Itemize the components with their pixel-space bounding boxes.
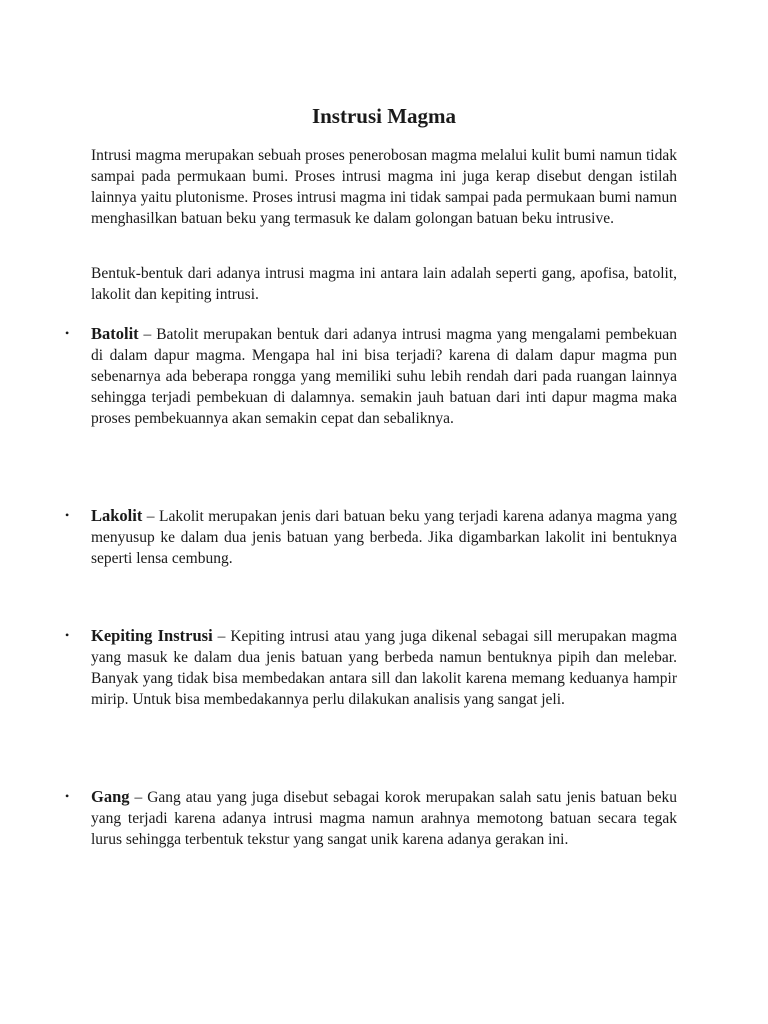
term-kepiting-instrusi: Kepiting Instrusi <box>91 626 213 645</box>
term-separator: – <box>138 326 157 343</box>
term-separator: – <box>129 789 148 806</box>
description-batolit: Batolit merupakan bentuk dari adanya intrusi magma yang mengalami pembekuan di dalam dapur magma. Mengapa hal ini bisa terjadi? karena di dalam dapur magma pun sebenarnya ada beberapa rongga yang memiliki suhu lebih rendah dari pada ruangan lainnya sehingga terjadi pembekuan di dalamnya. semakin jauh batuan dari inti dapur magma maka proses pembekuannya akan semakin cepat dan sebaliknya. <box>91 326 677 427</box>
term-separator: – <box>142 508 159 525</box>
bullet-icon: • <box>65 789 70 803</box>
intro-paragraph: Intrusi magma merupakan sebuah proses penerobosan magma melalui kulit bumi namun tidak sampai pada permukaan bumi. Proses intrusi magma ini juga kerap disebut dengan istilah lainnya yaitu plutonisme. Proses intrusi magma ini tidak sampai pada permukaan bumi namun menghasilkan batuan beku yang termasuk ke dalam golongan batuan beku intrusive. <box>91 147 677 227</box>
list-item-lakolit <box>65 505 677 569</box>
term-separator: – <box>212 628 231 645</box>
description-gang: Gang atau yang juga disebut sebagai korok merupakan salah satu jenis batuan beku yang terjadi karena adanya intrusi magma namun arahnya memotong batuan secara tegak lurus sehingga terbentuk tekstur yang sangat unik karena adanya gerakan ini. <box>91 789 678 848</box>
term-lakolit: Lakolit <box>91 506 143 525</box>
document-title: Instrusi Magma <box>311 104 457 128</box>
term-gang: Gang <box>91 787 130 806</box>
bullet-icon: • <box>65 508 70 522</box>
bullet-icon: • <box>65 628 70 642</box>
list-item-kepiting-instrusi <box>65 625 677 710</box>
forms-paragraph: Bentuk-bentuk dari adanya intrusi magma ini antara lain adalah seperti gang, apofisa, batolit, lakolit dan kepiting intrusi. <box>91 265 677 303</box>
list-item-gang <box>65 786 678 850</box>
term-batolit: Batolit <box>91 324 139 343</box>
bullet-icon: • <box>65 326 70 340</box>
description-lakolit: Lakolit merupakan jenis dari batuan beku yang terjadi karena adanya magma yang menyusup ke dalam dua jenis batuan yang berbeda. Jika digambarkan lakolit ini bentuknya seperti lensa cembung. <box>91 508 677 567</box>
list-item-batolit <box>65 323 677 429</box>
description-kepiting-instrusi: Kepiting intrusi atau yang juga dikenal sebagai sill merupakan magma yang masuk ke dalam dua jenis batuan yang berbeda namun bentuknya pipih dan melebar. Banyak yang tidak bisa membedakan antara sill dan lakolit karena memang keduanya hampir mirip. Untuk bisa membedakannya perlu dilakukan analisis yang sangat jeli. <box>91 628 677 708</box>
